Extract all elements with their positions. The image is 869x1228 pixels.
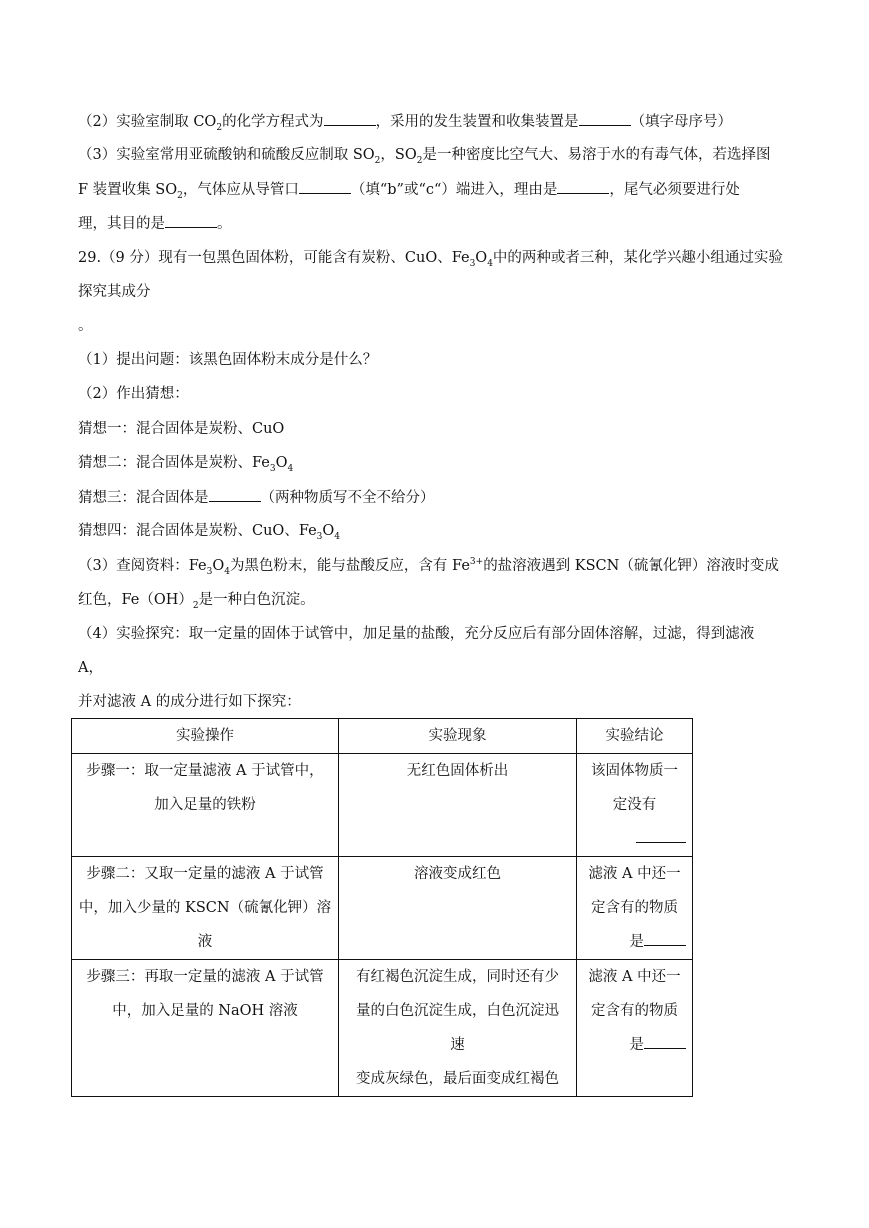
hyp-text: O [275,455,288,471]
q29-text: O [475,250,488,266]
answer-blank[interactable] [165,213,217,228]
cell-text: 是 [629,934,644,950]
hyp-sub: 4 [287,463,294,474]
cell-line: 量的白色沉淀生成，白色沉淀迅 [356,1003,559,1019]
q2-text-b: 的化学方程式为 [222,114,324,130]
phenomenon-cell [339,960,577,1097]
hyp-text: 猜想二：混合固体是炭粉、Fe [78,455,270,471]
ref-sup: 3+ [469,557,484,568]
phenomenon-cell [339,754,577,857]
question-29-line-1 [78,248,783,268]
answer-blank[interactable] [209,487,261,502]
cell-line: 定含有的物质 [591,1003,678,1019]
q3-text: （填“b”或“c“）端进入，理由是 [350,182,558,198]
hypothesis-4 [78,521,340,541]
cell-line: 滤液 A 中还一 [588,866,681,882]
ref-text: （3）查阅资料：Fe [78,558,207,574]
ref-text: 红色，Fe（OH） [78,592,193,608]
ref-text: 的盐溶液遇到 KSCN（硫氰化钾）溶液时变成 [483,558,779,574]
ref-sub: 4 [224,566,230,577]
q29-text: 29.（9 分）现有一包黑色固体粉，可能含有炭粉、CuO、Fe [78,250,470,266]
header-operation: 实验操作 [72,719,339,754]
experiment-table [71,718,693,1097]
operation-cell [72,857,339,960]
experiment-line-1: （4）实验探究：取一定量的固体于试管中，加足量的盐酸，充分反应后有部分固体溶解，过滤，得到滤液 [78,626,755,642]
hypothesis-3 [78,487,435,508]
cell-line [583,1028,686,1062]
hyp-text: 猜想三：混合固体是 [78,490,209,506]
cell-line: 无红色固体析出 [406,763,509,779]
header-conclusion: 实验结论 [577,719,693,754]
phenomenon-cell [339,857,577,960]
q3-sub: 2 [416,155,423,166]
hyp-sub: 3 [316,531,323,542]
ref-sub: 3 [206,566,213,577]
hypothesis-2 [78,453,293,473]
answer-blank[interactable] [299,179,351,194]
reference-line-1 [78,556,779,576]
experiment-line-3: 并对滤液 A 的成分进行如下探究： [78,694,301,710]
q3-text: ，SO [380,147,417,163]
table-header-row [72,719,693,754]
q3-text: 是一种密度比空气大、易溶于水的有毒气体，若选择图 [422,147,771,163]
operation-cell [72,754,339,857]
question-29-line-3: 。 [78,318,93,334]
header-phenomenon: 实验现象 [339,719,577,754]
cell-line: 有红褐色沉淀生成，同时还有少 [356,969,559,985]
cell-line [583,822,686,856]
hyp-sub: 3 [269,463,276,474]
q3-text: 。 [217,216,232,232]
cell-line: 中，加入少量的 KSCN（硫氰化钾）溶 [78,900,332,916]
conclusion-cell [577,857,693,960]
question-3-line-3 [78,213,232,234]
q2-text-c: ，采用的发生装置和收集装置是 [375,114,579,130]
table-row [72,960,693,1097]
cell-line [583,925,686,959]
q3-text: F 装置收集 SO [78,182,178,198]
cell-line: 定含有的物质 [591,900,678,916]
cell-line: 变成灰绿色，最后面变成红褐色 [356,1071,559,1087]
q3-sub: 2 [177,190,183,201]
hyp-text: 猜想四：混合固体是炭粉、CuO、Fe [78,523,317,539]
answer-blank[interactable] [557,179,609,194]
q29-sub: 3 [469,258,476,269]
operation-cell [72,960,339,1097]
conclusion-cell [577,754,693,857]
cell-line: 定没有 [612,797,657,813]
hypothesis-1: 猜想一：混合固体是炭粉、CuO [78,421,285,437]
question-2-line [78,111,732,132]
q2-sub: 2 [216,122,223,133]
q3-text: ，气体应从导管口 [182,182,299,198]
ref-text: 是一种白色沉淀。 [198,592,315,608]
cell-line: 加入足量的铁粉 [154,797,256,813]
q3-text: （3）实验室常用亚硫酸钠和硫酸反应制取 SO [78,147,375,163]
q3-text: 理，其目的是 [78,216,165,232]
cell-line: 中，加入足量的 NaOH 溶液 [112,1003,298,1019]
cell-line: 速 [450,1037,465,1053]
cell-line: 液 [197,934,213,950]
q3-text: ，尾气必须要进行处 [609,182,740,198]
answer-blank[interactable] [636,828,686,843]
q3-sub: 2 [374,155,381,166]
table-row [72,857,693,960]
sub-question-1: （1）提出问题：该黑色固体粉末成分是什么？ [78,352,378,368]
hyp-text: O [322,523,335,539]
ref-sub: 2 [192,600,199,611]
experiment-line-2: A， [78,660,103,676]
ref-text: 为黑色粉末，能与盐酸反应，含有 Fe [229,558,470,574]
answer-blank[interactable] [644,1034,686,1049]
question-3-line-1 [78,145,770,165]
cell-line: 步骤二：又取一定量的滤液 A 于试管 [86,866,324,882]
q29-sub: 4 [487,258,493,269]
ref-text: O [212,558,225,574]
answer-blank[interactable] [579,111,631,126]
hyp-text: （两种物质写不全不给分） [260,490,435,506]
q2-text-a: （2）实验室制取 CO [78,114,217,130]
hyp-sub: 4 [334,531,341,542]
table-row [72,754,693,857]
reference-line-2 [78,590,315,610]
question-3-line-2 [78,179,740,200]
q29-text: 中的两种或者三种，某化学兴趣小组通过实验 [492,250,783,266]
cell-line: 步骤一：取一定量滤液 A 于试管中， [86,763,324,779]
cell-line: 滤液 A 中还一 [588,969,681,985]
question-29-line-2: 探究其成分 [78,284,151,300]
cell-text: 是 [629,1037,644,1053]
answer-blank[interactable] [644,931,686,946]
cell-line: 步骤三：再取一定量的滤液 A 于试管 [86,969,324,985]
cell-line: 溶液变成红色 [414,866,501,882]
q2-text-d: （填字母序号） [630,114,733,130]
sub-question-2: （2）作出猜想： [78,386,189,402]
conclusion-cell [577,960,693,1097]
answer-blank[interactable] [324,111,376,126]
cell-line: 该固体物质一 [591,763,678,779]
